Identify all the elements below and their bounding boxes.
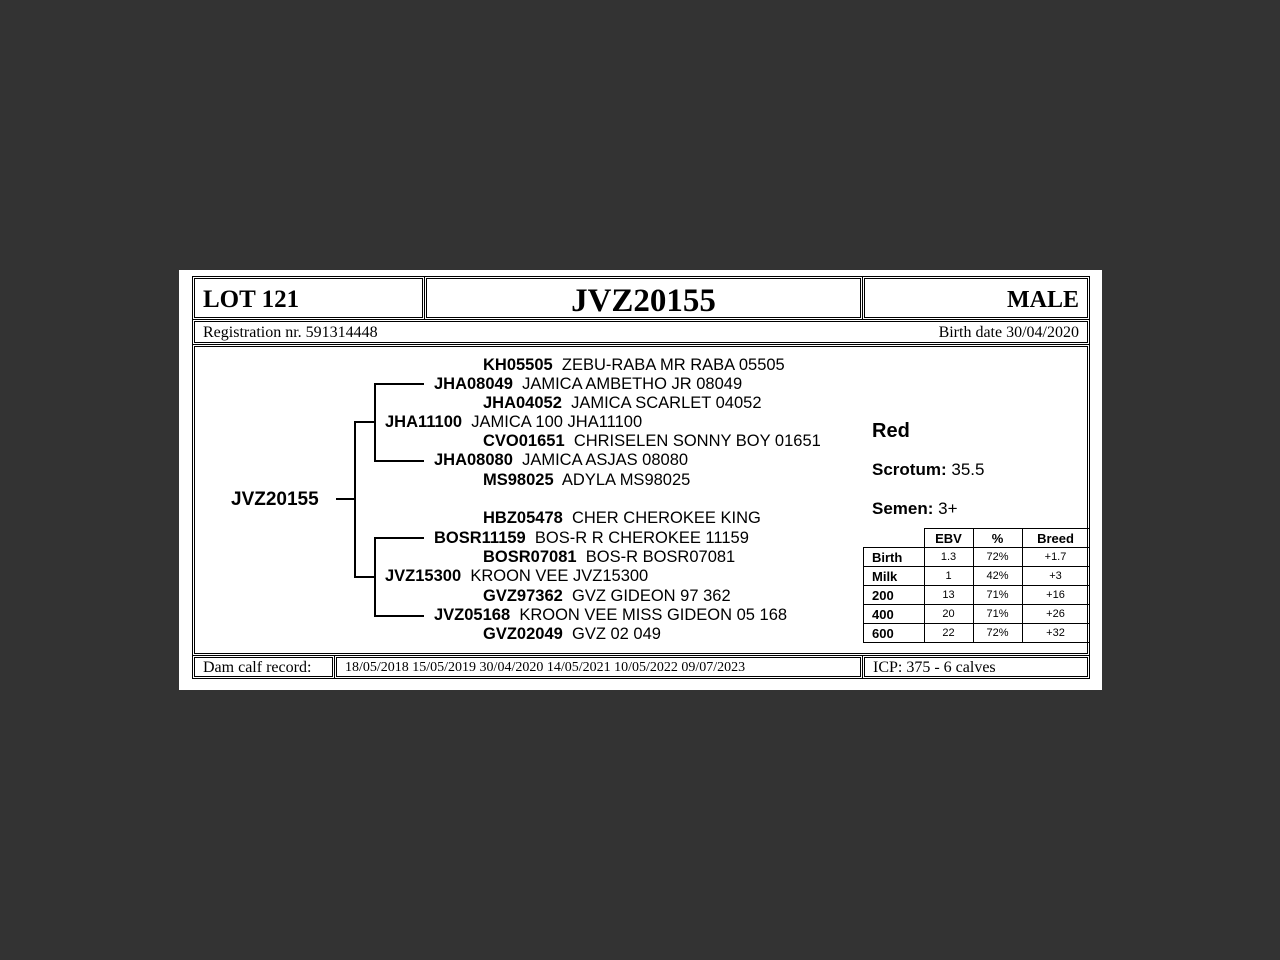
pedigree-entry: JHA08080 JAMICA ASJAS 08080	[434, 451, 689, 469]
lot-box	[192, 276, 425, 320]
lot-number: LOT 121	[203, 286, 300, 313]
ebv-table	[863, 528, 1090, 643]
registration-row	[192, 319, 1090, 345]
pedigree-entry: JVZ05168 KROON VEE MISS GIDEON 05 168	[434, 606, 788, 624]
birth-date: Birth date 30/04/2020	[938, 324, 1079, 341]
pedigree-entry: MS98025 ADYLA MS98025	[483, 471, 691, 489]
pedigree-sire: JHA11100 JAMICA 100 JHA11100	[385, 413, 643, 431]
lot-card	[179, 270, 1102, 690]
table-row: 400 20 71% +26	[864, 605, 1090, 624]
semen-grade: Semen: 3+	[872, 499, 958, 518]
pedigree-connector	[336, 498, 355, 500]
ebv-header-row	[864, 529, 1090, 548]
icp-value: ICP: 375 - 6 calves	[873, 659, 996, 676]
dam-calf-label: Dam calf record:	[203, 659, 312, 676]
pedigree-connector	[374, 383, 376, 461]
coat-color: Red	[872, 420, 910, 442]
dam-calf-dates-box	[334, 655, 863, 679]
pedigree-connector	[374, 615, 424, 617]
breed-header: Breed	[1022, 529, 1089, 548]
scrotum-measure: Scrotum: 35.5	[872, 460, 985, 479]
registration-number: Registration nr. 591314448	[203, 324, 378, 341]
dam-calf-dates: 18/05/2018 15/05/2019 30/04/2020 14/05/2021 10/05/2022 09/07/2023	[345, 660, 746, 675]
pedigree-connector	[374, 537, 424, 539]
pct-header: %	[973, 529, 1022, 548]
ebv-header: EBV	[924, 529, 973, 548]
pedigree-connector	[374, 460, 424, 462]
pedigree-animal: JVZ20155	[231, 489, 319, 510]
table-row: 600 22 72% +32	[864, 624, 1090, 643]
dam-calf-label-box	[192, 655, 335, 679]
pedigree-entry: CVO01651 CHRISELEN SONNY BOY 01651	[483, 432, 821, 450]
pedigree-entry: GVZ97362 GVZ GIDEON 97 362	[483, 587, 731, 605]
sex-box	[862, 276, 1090, 320]
pedigree-entry: GVZ02049 GVZ 02 049	[483, 625, 661, 643]
animal-id: JVZ20155	[571, 283, 716, 319]
table-row: Milk 1 42% +3	[864, 567, 1090, 586]
pedigree-connector	[374, 383, 424, 385]
pedigree-connector	[354, 421, 356, 578]
pedigree-entry: HBZ05478 CHER CHEROKEE KING	[483, 509, 761, 527]
pedigree-connector	[374, 537, 376, 616]
pedigree-entry: JHA04052 JAMICA SCARLET 04052	[483, 394, 762, 412]
pedigree-dam: JVZ15300 KROON VEE JVZ15300	[385, 567, 649, 585]
pedigree-entry: KH05505 ZEBU-RABA MR RABA 05505	[483, 356, 785, 374]
table-row: Birth 1.3 72% +1.7	[864, 548, 1090, 567]
table-row: 200 13 71% +16	[864, 586, 1090, 605]
pedigree-connector	[354, 576, 376, 578]
pedigree-entry: BOSR11159 BOS-R R CHEROKEE 11159	[434, 529, 749, 547]
pedigree-entry: JHA08049 JAMICA AMBETHO JR 08049	[434, 375, 743, 393]
pedigree-connector	[354, 421, 376, 423]
icp-box	[862, 655, 1090, 679]
pedigree-entry: BOSR07081 BOS-R BOSR07081	[483, 548, 736, 566]
animal-id-box	[424, 276, 863, 320]
animal-sex: MALE	[1007, 287, 1079, 313]
